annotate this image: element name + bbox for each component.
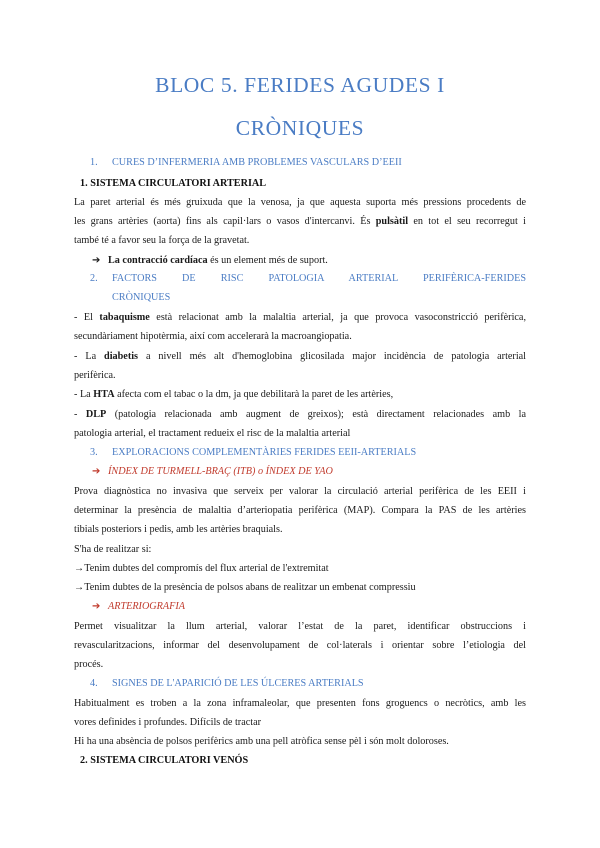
text-run: - La (74, 351, 105, 362)
paragraph-line (74, 215, 526, 229)
section-number: 4. (90, 678, 98, 689)
arrow-icon: ➔ (92, 255, 101, 266)
paragraph-line: patologia arterial, el tractament redueix el risc de la malaltia arterial (74, 428, 351, 439)
paragraph-line: també té a favor seu la força de la gravetat. (74, 235, 250, 246)
subheading-venos: 2. SISTEMA CIRCULATORI VENÓS (80, 755, 249, 766)
paragraph-line: perifèrica. (74, 370, 116, 381)
paragraph-line: →Tenim dubtes de la presència de polsos abans de realitzar un embenat compressiu (74, 582, 416, 593)
arrow-heading-label: ARTERIOGRAFIA (108, 601, 185, 612)
text-run: afecta com el tabac o la dm, ja que debilitarà la paret de les artèries, (114, 389, 394, 400)
page-title-line2: CRÒNIQUES (235, 116, 365, 140)
section-number: 2. (90, 273, 98, 284)
section-2-heading (90, 272, 526, 286)
text-run: està relacionat amb la malaltia arterial, ja que provoca vasoconstricció perifèrica, (149, 312, 526, 323)
bold-term: pulsàtil (375, 216, 409, 227)
paragraph-line: Hi ha una absència de polsos perifèrics amb una pell atròfica sense pèl i són molt doloroses. (74, 736, 449, 747)
paragraph-line: tibials posteriors i pedis, amb les artèries braquials. (74, 524, 283, 535)
paragraph-line: Habitualment es troben a la zona inframaleolar, que presenten fons groguencs o necròtics, amb les (74, 698, 526, 709)
arrow-heading-label: ÍNDEX DE TURMELL-BRAÇ (ITB) o ÍNDEX DE YAO (108, 466, 333, 477)
subheading-arterial: 1. SISTEMA CIRCULATORI ARTERIAL (80, 178, 267, 189)
section-1-heading (90, 156, 510, 170)
text-run: en tot el seu recorregut i (408, 216, 526, 227)
bold-term: tabaquisme (99, 312, 150, 323)
text-run: a nivell més alt d'hemoglobina glicosilada major incidència de patologia arterial (138, 351, 527, 362)
bold-term: diabetis (104, 351, 139, 362)
paragraph-line: vores definides i profundes. Difícils de tractar (74, 717, 261, 728)
section-label: FACTORS DE RISC PATOLOGIA ARTERIAL PERIFÈRICA-FERIDES (112, 273, 526, 284)
text-run: - La (74, 389, 94, 400)
arrow-heading-arteriografia (92, 600, 544, 614)
paragraph-line: La paret arterial és més gruixuda que la venosa, ja que aquesta suporta més pressions procedents de (74, 197, 526, 208)
section-3-heading (90, 446, 542, 460)
section-number: 3. (90, 447, 98, 458)
paragraph-line (74, 408, 526, 422)
paragraph-line: determinar la presència de malaltia d’arteriopatia perifèrica (MAP). Compara la PAS de les artèries (74, 505, 526, 516)
arrow-icon: ➔ (92, 601, 101, 612)
section-4-heading (90, 677, 542, 691)
paragraph-line (74, 350, 526, 364)
paragraph-line (74, 388, 526, 402)
paragraph-line: procés. (74, 659, 104, 670)
section-label: SIGNES DE L'APARICIÓ DE LES ÚLCERES ARTERIALS (112, 678, 364, 689)
paragraph-line (74, 311, 526, 325)
section-label: EXPLORACIONS COMPLEMENTÀRIES FERIDES EEII-ARTERIALS (112, 447, 417, 458)
paragraph-line: secundàriament hipotèrmia, així com accelerarà la macroangiopatia. (74, 331, 352, 342)
section-label: CURES D’INFERMERIA AMB PROBLEMES VASCULARS D’EEII (112, 157, 402, 168)
paragraph-line: →Tenim dubtes del compromís del flux arterial de l'extremitat (74, 563, 329, 574)
section-number: 1. (90, 157, 98, 168)
paragraph-line: S'ha de realitzar si: (74, 544, 152, 555)
paragraph-line: Permet visualitzar la llum arterial, valorar l’estat de la paret, identificar obstruccions i (74, 621, 526, 632)
text-run: (patologia relacionada amb augment de greixos); està directament relacionades amb la (106, 409, 526, 420)
text-run: - (74, 409, 86, 420)
section-2-heading-cont: CRÒNIQUES (112, 292, 171, 303)
bullet-item (92, 254, 544, 268)
bold-term: HTA (93, 389, 115, 400)
text-run: - El (74, 312, 100, 323)
page-title-line1: BLOC 5. FERIDES AGUDES I (155, 73, 445, 97)
text-run: les grans artèries (aorta) fins als capil·lars o vasos d'intercanvi. És (74, 216, 376, 227)
arrow-icon: ➔ (92, 466, 101, 477)
arrow-heading-itb (92, 465, 544, 479)
bold-term: DLP (85, 409, 107, 420)
paragraph-line: Prova diagnòstica no invasiva que serveix per valorar la circulació arterial perifèrica de les EEII i (74, 486, 526, 497)
paragraph-line: revascularitzacions, informar del desenvolupament de col·laterals i orientar sobre l’etiologia del (74, 640, 526, 651)
bold-term: La contracció cardíaca (108, 255, 208, 266)
text-run: és un element més de suport. (207, 255, 328, 266)
